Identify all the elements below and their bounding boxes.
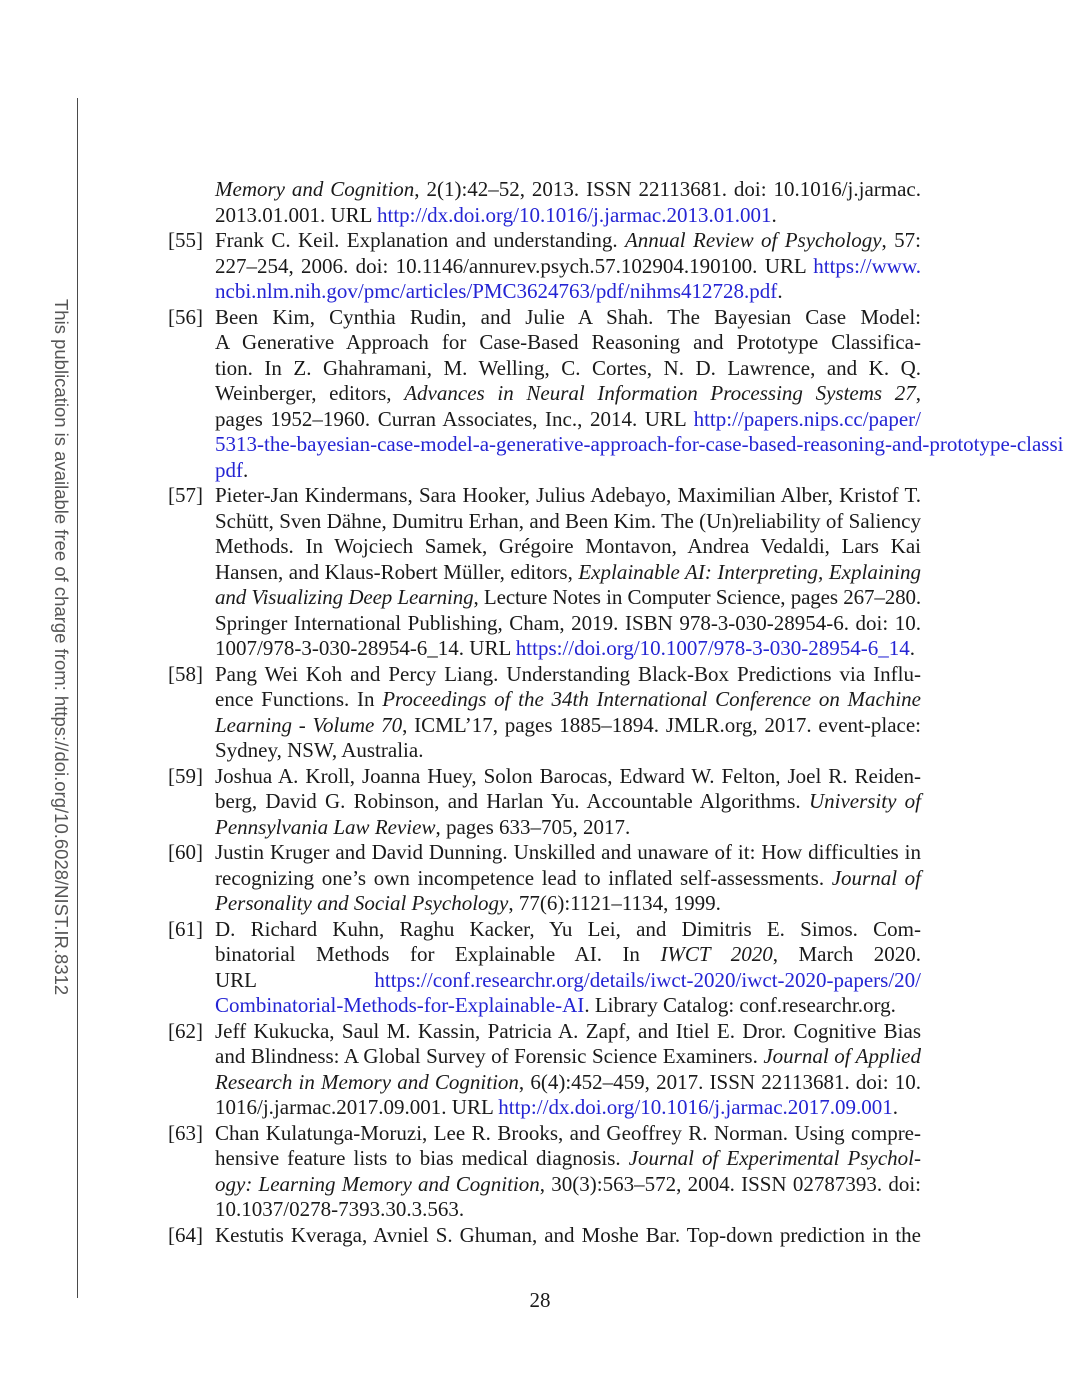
reference-venue-title: Journal of Experimental Psychol- [628, 1146, 921, 1170]
reference-number: [58] [168, 661, 203, 686]
side-banner-doi-notice: This publication is available free of charge from: https://doi.org/10.6028/NIST.IR.8312 [51, 299, 72, 996]
reference-line [215, 1172, 921, 1198]
reference-line [215, 509, 921, 535]
reference-venue-title: Advances in Neural Information Processing Systems 27 [404, 381, 916, 405]
reference-venue-title: Pennsylvania Law Review [215, 814, 436, 839]
reference-text: . [892, 1095, 899, 1119]
reference-text: , 57: [881, 228, 921, 252]
reference-text: Joshua A. Kroll, Joanna Huey, Solon Barocas, Edward W. Felton, Joel R. Reiden- [215, 763, 921, 788]
reference-number: [57] [168, 483, 203, 507]
reference-line [215, 1070, 921, 1096]
reference-venue-title: Research in Memory and Cognition [215, 1069, 519, 1094]
reference-text: . Library Catalog: conf.researchr.org. [584, 993, 896, 1017]
reference-line [215, 1095, 921, 1121]
reference-text: Jeff Kukucka, Saul M. Kassin, Patricia A. Zapf, and Itiel E. Dror. Cognitive Bias [215, 1018, 921, 1043]
reference-venue-title: Explainable AI: Interpreting, Explaining [578, 559, 921, 584]
reference-text: Frank C. Keil. Explanation and understanding. [215, 228, 625, 252]
reference-text: , 30(3):563–572, 2004. ISSN 02787393. doi: [539, 1171, 921, 1196]
reference-venue-title: IWCT 2020 [660, 942, 773, 966]
reference-entry [168, 1223, 921, 1249]
reference-venue-title: Annual Review of Psychology [624, 228, 882, 252]
reference-entry [168, 662, 921, 764]
reference-list [168, 177, 1064, 1248]
reference-line [215, 789, 921, 815]
reference-line [215, 917, 921, 943]
reference-entry [168, 840, 921, 917]
reference-entry [168, 764, 921, 841]
reference-text: binatorial Methods for Explainable AI. In [215, 942, 661, 966]
reference-line [215, 534, 921, 560]
reference-text: . [771, 202, 777, 227]
reference-venue-title: Journal of [831, 865, 921, 890]
reference-entry [168, 304, 1064, 484]
reference-number: [61] [168, 916, 203, 941]
reference-text: , 6(4):452–459, 2017. ISSN 22113681. doi: 10. [518, 1069, 921, 1094]
reference-url-link[interactable]: pdf [215, 457, 243, 482]
reference-url-link[interactable]: http://dx.doi.org/10.1016/j.jarmac.2013.01.001 [376, 202, 772, 227]
reference-text: hensive feature lists to bias medical diagnosis. [215, 1146, 629, 1170]
reference-line [215, 305, 921, 331]
reference-line [215, 942, 921, 968]
reference-line-overflow [215, 432, 1080, 458]
reference-text: , March 2020. [772, 942, 922, 966]
reference-text: berg, David G. Robinson, and Harlan Yu. Accountable Algorithms. [215, 789, 809, 813]
reference-text: Justin Kruger and David Dunning. Unskilled and unaware of it: How difficulties in [215, 840, 921, 864]
reference-line [215, 585, 921, 611]
margin-rule [77, 98, 78, 1298]
reference-line [215, 993, 921, 1019]
reference-line [215, 738, 921, 764]
reference-entry [168, 1019, 921, 1121]
reference-text: Chan Kulatunga-Moruzi, Lee R. Brooks, and Geoffrey R. Norman. Using compre- [215, 1120, 921, 1145]
reference-venue-title: Learning - Volume 70 [215, 712, 403, 737]
reference-venue-title: Memory and Cognition [215, 177, 415, 201]
reference-text: Springer International Publishing, Cham, 2019. ISBN 978-3-030-28954-6. doi: 10. [215, 610, 921, 635]
reference-text: 1016/j.jarmac.2017.09.001. URL [215, 1095, 499, 1119]
reference-line [215, 1019, 921, 1045]
reference-venue-title: ogy: Learning Memory and Cognition [215, 1171, 540, 1196]
reference-entry [168, 483, 921, 662]
reference-line [215, 713, 921, 739]
reference-line [215, 330, 921, 356]
reference-line [215, 407, 921, 433]
reference-line [215, 662, 921, 688]
reference-url-link[interactable]: http://dx.doi.org/10.1016/j.jarmac.2017.09.001 [498, 1095, 893, 1119]
reference-venue-title: University of [808, 789, 921, 813]
reference-entry-continued [168, 177, 921, 228]
reference-text: 2013.01.001. URL [215, 202, 377, 227]
reference-line [215, 356, 921, 382]
reference-text: ence Functions. In [215, 687, 383, 711]
reference-text: 227–254, 2006. doi: 10.1146/annurev.psych.57.102904.190100. URL [215, 253, 814, 278]
reference-text: , 2(1):42–52, 2013. ISSN 22113681. doi: 10.1016/j.jarmac. [414, 177, 921, 201]
reference-text: . [243, 457, 249, 482]
reference-text: 1007/978-3-030-28954-6_14. URL [215, 636, 516, 660]
reference-text: recognizing one’s own incompetence lead to inflated self-assessments. [215, 865, 832, 890]
reference-number: [63] [168, 1120, 203, 1145]
reference-line [215, 815, 921, 841]
reference-line [215, 1197, 921, 1223]
reference-text: , pages 633–705, 2017. [435, 814, 631, 839]
reference-line [215, 203, 921, 229]
reference-entry [168, 917, 921, 1019]
reference-text: URL [215, 967, 375, 992]
reference-line [215, 254, 921, 280]
reference-text: and Blindness: A Global Survey of Forensic Science Examiners. [215, 1044, 764, 1068]
reference-text: Weinberger, editors, [215, 381, 405, 405]
reference-url-link[interactable]: ncbi.nlm.nih.gov/pmc/articles/PMC3624763/pdf/nihms412728.pdf [215, 279, 778, 303]
reference-line [215, 228, 921, 254]
reference-line [215, 177, 921, 203]
reference-line [215, 279, 921, 305]
reference-line [215, 1146, 921, 1172]
reference-line [215, 1223, 921, 1249]
reference-venue-title: Proceedings of the 34th International Conference on Machine [382, 687, 922, 711]
reference-line [215, 891, 921, 917]
reference-number: [62] [168, 1018, 203, 1043]
reference-url-link[interactable]: https://conf.researchr.org/details/iwct-2020/iwct-2020-papers/20/ [374, 967, 921, 992]
reference-entry [168, 228, 921, 305]
reference-text: Pang Wei Koh and Percy Liang. Understanding Black-Box Predictions via Influ- [215, 661, 921, 686]
reference-text: Been Kim, Cynthia Rudin, and Julie A Shah. The Bayesian Case Model: [215, 304, 921, 329]
reference-text: pages 1952–1960. Curran Associates, Inc., 2014. URL [215, 406, 694, 431]
reference-text: Methods. In Wojciech Samek, Grégoire Montavon, Andrea Vedaldi, Lars Kai [215, 534, 921, 558]
reference-url-link[interactable]: http://papers.nips.cc/paper/ [693, 406, 921, 431]
reference-line [215, 611, 921, 637]
reference-venue-title: Personality and Social Psychology [215, 891, 509, 915]
reference-text: Hansen, and Klaus-Robert Müller, editors, [215, 559, 579, 584]
page-number: 28 [529, 1288, 551, 1312]
reference-text: A Generative Approach for Case-Based Reasoning and Prototype Classifica- [215, 330, 921, 354]
reference-line [215, 381, 921, 407]
reference-line [215, 764, 921, 790]
reference-url-link[interactable]: Combinatorial-Methods-for-Explainable-AI [215, 993, 585, 1017]
reference-text: Sydney, NSW, Australia. [215, 738, 424, 762]
reference-venue-title: Journal of Applied [763, 1044, 921, 1068]
reference-text: , Lecture Notes in Computer Science, pages 267–280. [473, 585, 921, 609]
reference-line [215, 687, 921, 713]
reference-number: [59] [168, 763, 203, 788]
reference-url-link[interactable]: https://www. [813, 253, 921, 278]
reference-text: , ICML’17, pages 1885–1894. JMLR.org, 2017. event-place: [402, 712, 921, 737]
reference-url-link[interactable]: 5313-the-bayesian-case-model-a-generative-approach-for-case-based-reasoning-and-prototype-classi [215, 432, 1064, 456]
reference-text: Schütt, Sven Dähne, Dumitru Erhan, and Been Kim. The (Un)reliability of Saliency [215, 508, 921, 533]
reference-text: , [915, 381, 922, 405]
reference-line [215, 968, 921, 994]
reference-text: 10.1037/0278-7393.30.3.563. [215, 1197, 465, 1221]
reference-line [215, 1121, 921, 1147]
reference-url-link[interactable]: https://doi.org/10.1007/978-3-030-28954-6_14 [515, 636, 910, 660]
reference-line [215, 560, 921, 586]
reference-number: [56] [168, 304, 203, 329]
reference-text: D. Richard Kuhn, Raghu Kacker, Yu Lei, and Dimitris E. Simos. Com- [215, 916, 921, 941]
reference-line [215, 840, 921, 866]
reference-venue-title: and Visualizing Deep Learning [215, 585, 474, 609]
reference-text: Kestutis Kveraga, Avniel S. Ghuman, and Moshe Bar. Top-down prediction in the [215, 1222, 921, 1247]
reference-number: [64] [168, 1222, 203, 1247]
reference-line [215, 1044, 921, 1070]
reference-text: . [777, 279, 783, 303]
reference-text: . [909, 636, 915, 660]
reference-number: [60] [168, 840, 203, 864]
reference-text: tion. In Z. Ghahramani, M. Welling, C. Cortes, N. D. Lawrence, and K. Q. [215, 355, 921, 380]
reference-line [215, 483, 921, 509]
reference-text: , 77(6):1121–1134, 1999. [508, 891, 721, 915]
reference-line [215, 636, 921, 662]
reference-line [215, 866, 921, 892]
reference-number: [55] [168, 228, 203, 252]
reference-line [215, 458, 921, 484]
reference-entry [168, 1121, 921, 1223]
reference-text: Pieter-Jan Kindermans, Sara Hooker, Julius Adebayo, Maximilian Alber, Kristof T. [215, 483, 921, 507]
